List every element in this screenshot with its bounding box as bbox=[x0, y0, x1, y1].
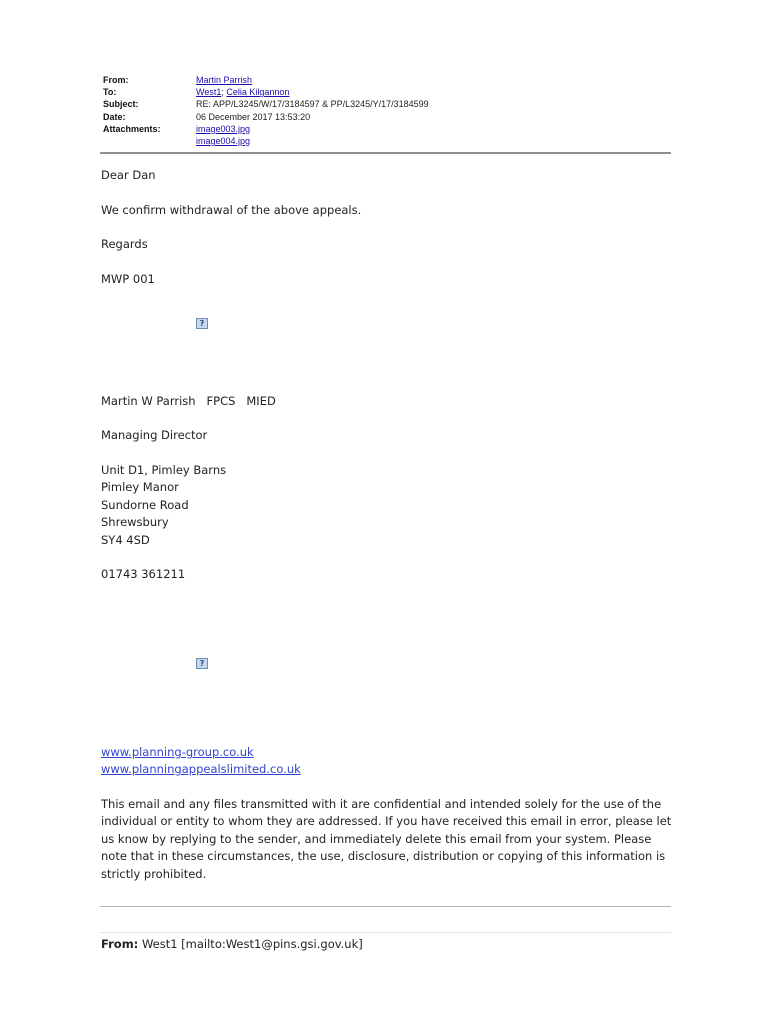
disclaimer: This email and any files transmitted with it are confidential and intended solely for the use of the individual or entity to whom they are addressed. If you have received this email in error, please let us know by replying to the sender, and immediately delete this email from your system. Please note that in these circumstances, the use, disclosure, distribution or copying of this information is strictly prohibited. bbox=[101, 797, 672, 881]
to-separator: ; bbox=[221, 87, 224, 98]
signature-links bbox=[101, 744, 676, 779]
missing-image-icon: ? bbox=[196, 658, 208, 669]
address-line: SY4 4SD bbox=[101, 532, 150, 547]
greeting: Dear Dan bbox=[101, 168, 156, 182]
email-header bbox=[103, 74, 673, 147]
signature-name: Martin W Parrish FPCS MIED bbox=[101, 394, 276, 408]
header-subject-row bbox=[103, 98, 673, 110]
date-value: 06 December 2017 13:53:20 bbox=[196, 111, 311, 122]
address-line: Unit D1, Pimley Barns bbox=[101, 463, 227, 477]
from-label: From: bbox=[103, 75, 129, 85]
address-line: Sundorne Road bbox=[101, 497, 189, 512]
subject-label: Subject: bbox=[103, 99, 139, 110]
message: We confirm withdrawal of the above appeals. bbox=[101, 203, 362, 217]
header-to-row bbox=[103, 86, 673, 98]
attachment-link[interactable]: image003.jpg bbox=[196, 123, 251, 134]
header-separator bbox=[100, 152, 671, 154]
header-date-row bbox=[103, 111, 673, 123]
address-line: Pimley Manor bbox=[101, 480, 179, 495]
signature-title: Managing Director bbox=[101, 428, 208, 442]
quoted-from-label: From: bbox=[101, 937, 139, 951]
date-label: Date: bbox=[103, 111, 126, 122]
to-label: To: bbox=[103, 87, 117, 98]
to-recipient-link[interactable]: Celia Kilgannon bbox=[226, 87, 290, 98]
header-from-row bbox=[103, 74, 673, 86]
signature-address bbox=[101, 462, 676, 549]
reference: MWP 001 bbox=[101, 272, 155, 286]
website-link[interactable]: www.planningappealslimited.co.uk bbox=[101, 762, 301, 777]
attachments-label: Attachments: bbox=[103, 123, 161, 134]
website-link[interactable]: www.planning-group.co.uk bbox=[101, 745, 254, 759]
from-link[interactable]: Martin Parrish bbox=[196, 75, 253, 85]
missing-image-icon: ? bbox=[196, 318, 208, 329]
quoted-separator bbox=[100, 906, 671, 907]
quoted-from-line bbox=[101, 937, 363, 951]
signature-phone: 01743 361211 bbox=[101, 567, 186, 581]
quoted-separator-light bbox=[100, 932, 671, 933]
closing: Regards bbox=[101, 237, 148, 251]
quoted-from-value: West1 [mailto:West1@pins.gsi.gov.uk] bbox=[141, 937, 363, 951]
address-line: Shrewsbury bbox=[101, 515, 169, 530]
header-attachments-row bbox=[103, 123, 673, 147]
subject-value: RE: APP/L3245/W/17/3184597 & PP/L3245/Y/17/3184599 bbox=[196, 99, 429, 110]
attachment-link[interactable]: image004.jpg bbox=[196, 136, 251, 147]
to-recipient-link[interactable]: West1 bbox=[196, 87, 222, 98]
